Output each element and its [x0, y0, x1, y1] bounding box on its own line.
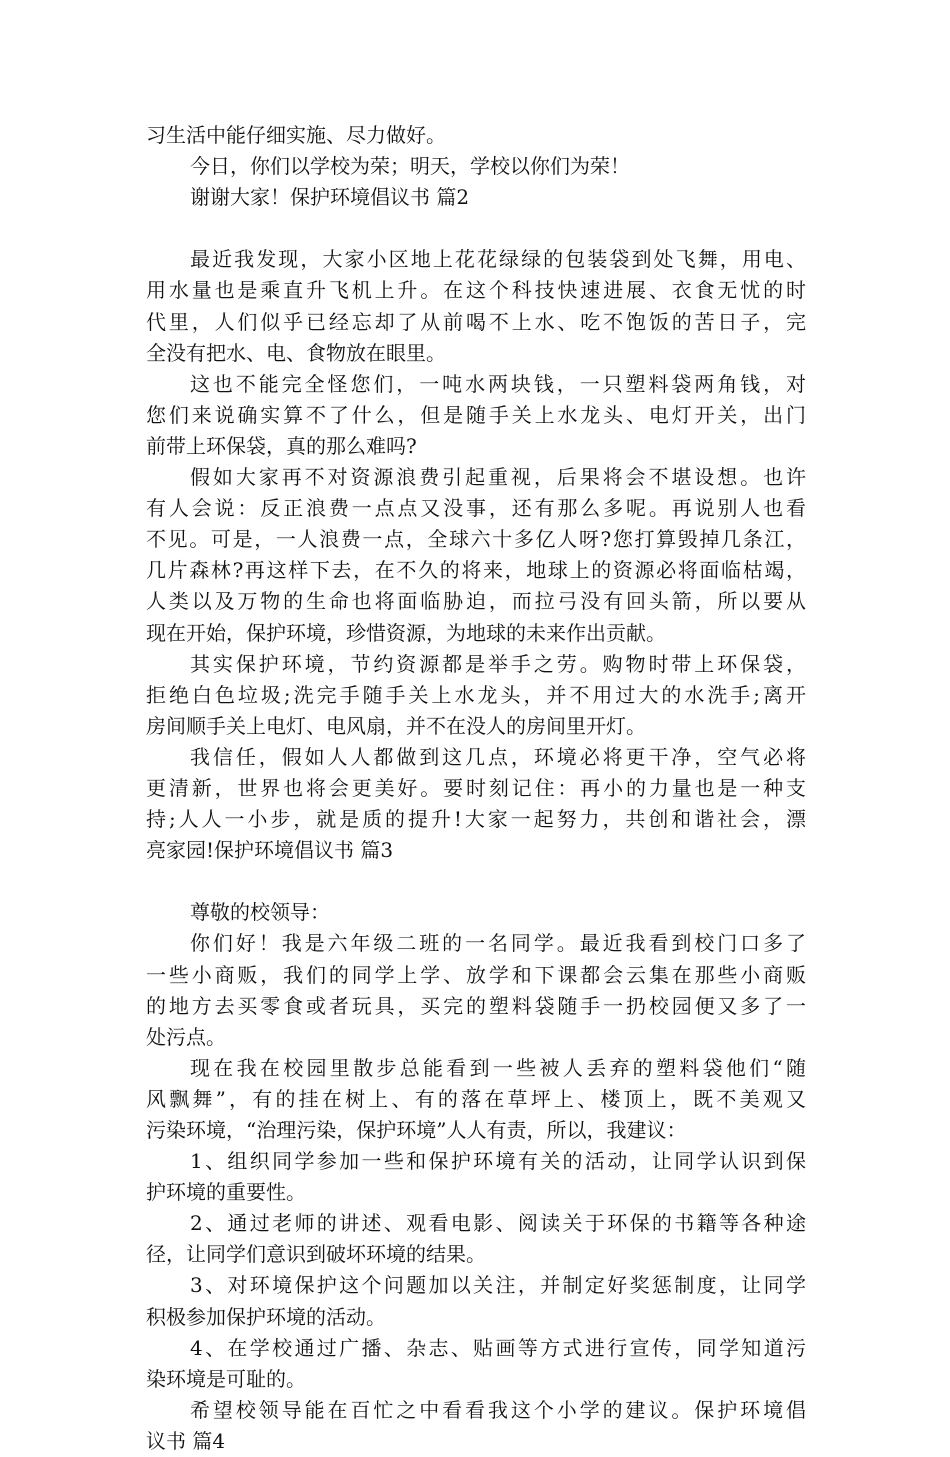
text-line: 3、对环境保护这个问题加以关注，并制定好奖惩制度，让同学	[190, 1273, 806, 1298]
text-line: 亮家园!保护环境倡议书 篇3	[146, 838, 394, 863]
text-line: 有人会说：反正浪费一点点又没事，还有那么多呢。再说别人也看	[146, 496, 806, 521]
text-line: 今日，你们以学校为荣；明天，学校以你们为荣！	[190, 154, 630, 179]
text-line: 2、通过老师的讲述、观看电影、阅读关于环保的书籍等各种途	[190, 1211, 806, 1236]
text-line: 人类以及万物的生命也将面临胁迫，而拉弓没有回头箭，所以要从	[146, 589, 806, 614]
text-line: 代里，人们似乎已经忘却了从前喝不上水、吃不饱饭的苦日子，完	[146, 309, 806, 334]
text-line: 用水量也是乘直升飞机上升。在这个科技快速进展、衣食无忧的时	[146, 278, 806, 303]
text-line: 不见。可是，一人浪费一点，全球六十多亿人呀?您打算毁掉几条江，	[146, 527, 806, 552]
text-line: 其实保护环境，节约资源都是举手之劳。购物时带上环保袋，	[190, 651, 806, 676]
text-line: 议书 篇4	[146, 1428, 226, 1453]
text-line: 一些小商贩，我们的同学上学、放学和下课都会云集在那些小商贩	[146, 962, 806, 987]
text-line: 积极参加保护环境的活动。	[146, 1304, 386, 1329]
text-line: 前带上环保袋，真的那么难吗?	[146, 433, 417, 458]
text-line: 持;人人一小步，就是质的提升!大家一起努力，共创和谐社会，漂	[146, 807, 806, 832]
text-line: 这也不能完全怪您们，一吨水两块钱，一只塑料袋两角钱，对	[190, 371, 806, 396]
text-line: 拒绝白色垃圾;洗完手随手关上水龙头，并不用过大的水洗手;离开	[146, 682, 806, 707]
text-line: 现在开始，保护环境，珍惜资源，为地球的未来作出贡献。	[146, 620, 666, 645]
blank-line	[146, 213, 806, 244]
text-line: 你们好！我是六年级二班的一名同学。最近我看到校门口多了	[190, 931, 806, 956]
text-line: 径，让同学们意识到破坏环境的结果。	[146, 1242, 486, 1267]
text-line: 1、组织同学参加一些和保护环境有关的活动，让同学认识到保	[190, 1149, 806, 1174]
text-line: 假如大家再不对资源浪费引起重视，后果将会不堪设想。也许	[190, 465, 806, 490]
text-line: 我信任，假如人人都做到这几点，环境必将更干净，空气必将	[190, 744, 806, 769]
text-line: 4、在学校通过广播、杂志、贴画等方式进行宣传，同学知道污	[190, 1335, 806, 1360]
text-line: 的地方去买零食或者玩具，买完的塑料袋随手一扔校园便又多了一	[146, 993, 806, 1018]
text-line: 您们来说确实算不了什么，但是随手关上水龙头、电灯开关，出门	[146, 402, 806, 427]
document-page	[146, 120, 806, 1457]
text-line: 染环境是可耻的。	[146, 1366, 306, 1391]
text-line: 处污点。	[146, 1024, 226, 1049]
text-line: 全没有把水、电、食物放在眼里。	[146, 340, 446, 365]
blank-line	[146, 866, 806, 897]
text-line: 护环境的重要性。	[146, 1180, 306, 1205]
text-line: 谢谢大家！保护环境倡议书 篇2	[190, 185, 470, 210]
text-line: 尊敬的校领导：	[190, 900, 330, 925]
text-line: 污染环境，“治理污染，保护环境”人人有责，所以，我建议：	[146, 1118, 687, 1142]
text-line: 现在我在校园里散步总能看到一些被人丢弃的塑料袋他们“随	[190, 1055, 806, 1080]
text-line: 房间顺手关上电灯、电风扇，并不在没人的房间里开灯。	[146, 713, 646, 738]
text-line: 几片森林?再这样下去，在不久的将来，地球上的资源必将面临枯竭，	[146, 558, 806, 583]
text-line: 风飘舞”，有的挂在树上、有的落在草坪上、楼顶上，既不美观又	[146, 1086, 806, 1111]
text-line: 希望校领导能在百忙之中看看我这个小学的建议。保护环境倡	[190, 1397, 806, 1422]
text-line: 习生活中能仔细实施、尽力做好。	[146, 123, 446, 147]
text-line: 最近我发现，大家小区地上花花绿绿的包装袋到处飞舞，用电、	[190, 247, 806, 272]
text-line: 更清新，世界也将会更美好。要时刻记住：再小的力量也是一种支	[146, 775, 806, 800]
